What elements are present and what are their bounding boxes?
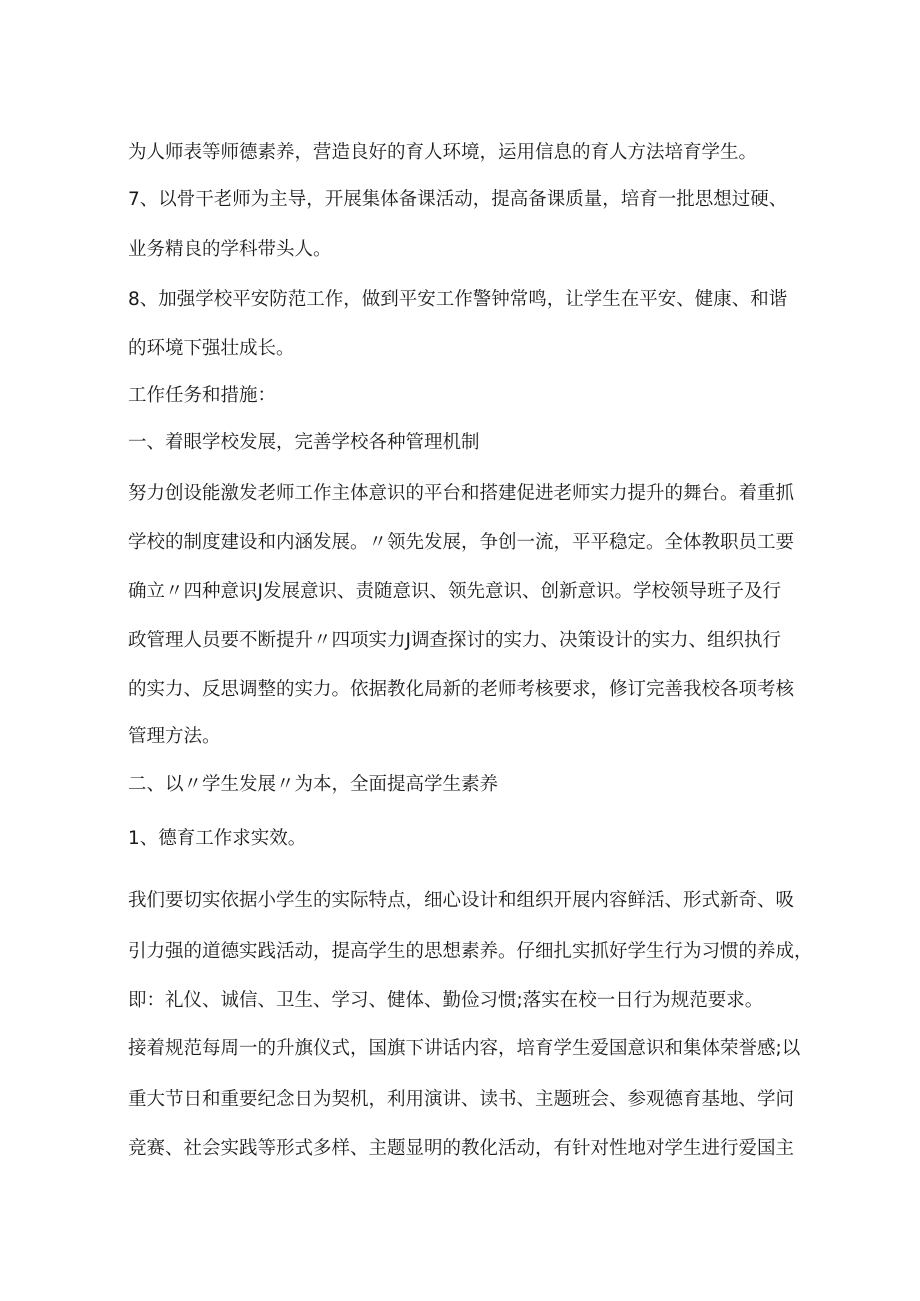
text-line: 即：礼仪、诚信、卫生、学习、健体、勤俭习惯;落实在校一日行为规范要求。: [128, 990, 764, 1011]
text-line: 为人师表等师德素养，营造良好的育人环境，运用信息的育人方法培育学生。: [128, 142, 758, 163]
text-line: 引力强的道德实践活动，提高学生的思想素养。仔细扎实抓好学生行为习惯的养成，: [128, 941, 813, 962]
text-line: 管理方法。: [128, 726, 221, 747]
section-heading: 一、着眼学校发展，完善学校各种管理机制: [128, 432, 480, 453]
section-heading: 二、以〃学生发展〃为本，全面提高学生素养: [128, 774, 499, 795]
section-heading: 工作任务和措施：: [128, 385, 277, 406]
text-line: 我们要切实依据小学生的实际特点，细心设计和组织开展内容鲜活、形式新奇、吸: [128, 890, 795, 911]
text-line: 8、加强学校平安防范工作，做到平安工作警钟常鸣，让学生在平安、健康、和谐: [128, 289, 788, 310]
text-line: 的环境下强壮成长。: [128, 338, 295, 359]
text-line: 7、以骨干老师为主导，开展集体备课活动，提高备课质量，培育一批思想过硬、: [128, 189, 788, 210]
subsection-heading: 1、德育工作求实效。: [128, 828, 307, 849]
text-line: 竞赛、社会实践等形式多样、主题显明的教化活动，有针对性地对学生进行爱国主: [128, 1138, 795, 1159]
text-line: 确立〃四种意识J发展意识、责随意识、领先意识、创新意识。学校领导班子及行: [128, 581, 781, 602]
text-line: 业务精良的学科带头人。: [128, 239, 332, 260]
text-line: 接着规范每周一的升旗仪式，国旗下讲话内容，培育学生爱国意识和集体荣誉感;以: [128, 1038, 801, 1059]
text-line: 学校的制度建设和内涵发展。〃领先发展，争创一流，平平稳定。全体教职员工要: [128, 532, 795, 553]
text-line: 重大节日和重要纪念日为契机，利用演讲、读书、主题班会、参观德育基地、学问: [128, 1089, 795, 1110]
text-line: 政管理人员要不断提升〃四项实力J调查探讨的实力、决策设计的实力、组织执行: [128, 630, 781, 651]
text-line: 努力创设能激发老师工作主体意识的平台和搭建促进老师实力提升的舞台。着重抓: [128, 483, 795, 504]
text-line: 的实力、反思调整的实力。依据教化局新的老师考核要求，修订完善我校各项考核: [128, 679, 795, 700]
